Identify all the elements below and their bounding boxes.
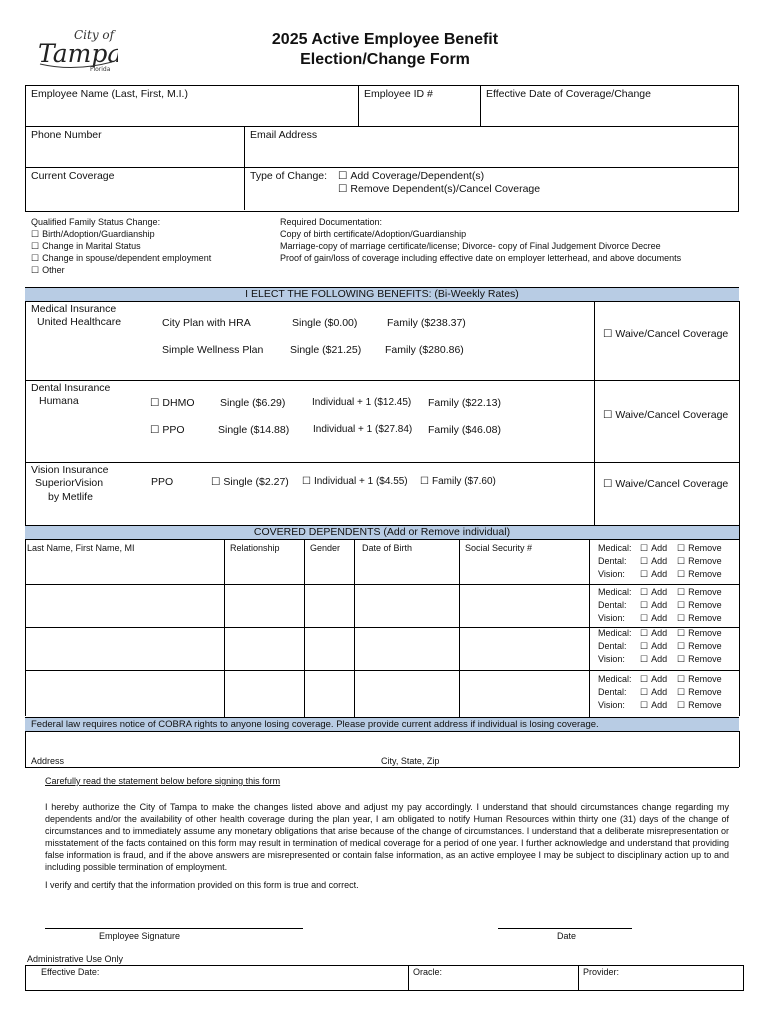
- dependents-col-dob: Date of Birth: [362, 543, 413, 553]
- dep2-medical-add[interactable]: ☐ Add: [640, 587, 667, 598]
- required-doc-2: Marriage-copy of marriage certificate/license; Divorce- copy of Final Judgement Divorce Decree: [280, 241, 661, 251]
- authorization-statement: I hereby authorize the City of Tampa to make the changes listed above and adjust my pay accordingly. I understand that should circumstances change regarding my dependents and/or the availability of other health coverage during the plan year, I am obligated to notify Human Resources within thirty one (31) days of the change of circumstances and to immediately assume any monetary obligations that arise because of the change of circumstances. I understand that a deliberate misrepresentation or misstatement of the facts contained on this form may result in termination of medical coverage for a period of one year. I further acknowledge and understand that providing false information is fraud, and if the above answers are misrepresented or contain false information, as an active employee I may be subject to disciplinary action up to and including possible termination of employment.: [45, 802, 729, 872]
- dep3-dental-label: Dental:: [598, 641, 627, 651]
- employee-signature-field[interactable]: Employee Signature: [99, 931, 181, 941]
- medical-plan2: Simple Wellness Plan: [162, 344, 264, 356]
- logo-line2: Tampa: [38, 39, 118, 68]
- dep3-medical-remove[interactable]: ☐ Remove: [677, 628, 722, 639]
- vision-by: by Metlife: [48, 491, 93, 503]
- dep3-vision-add[interactable]: ☐ Add: [640, 654, 667, 665]
- dental-dhmo-checkbox[interactable]: ☐ DHMO: [150, 397, 195, 409]
- dependents-bar: COVERED DEPENDENTS (Add or Remove individual): [25, 525, 739, 540]
- dep2-dental-remove[interactable]: ☐ Remove: [677, 600, 722, 611]
- admin-effective-date-field[interactable]: Effective Date:: [41, 967, 100, 977]
- address-field[interactable]: Address: [31, 756, 65, 766]
- admin-use-title: Administrative Use Only: [27, 954, 124, 964]
- vision-title: Vision Insurance: [31, 464, 109, 476]
- dep4-dental-add[interactable]: ☐ Add: [640, 687, 667, 698]
- vision-plan: PPO: [151, 476, 174, 488]
- admin-provider-field[interactable]: Provider:: [583, 967, 620, 977]
- employee-name-field[interactable]: Employee Name (Last, First, M.I.): [31, 88, 188, 100]
- dep4-vision-label: Vision:: [598, 700, 625, 710]
- dep4-medical-label: Medical:: [598, 674, 632, 684]
- dental-waive-checkbox[interactable]: ☐ Waive/Cancel Coverage: [603, 409, 728, 421]
- dep1-vision-label: Vision:: [598, 569, 625, 579]
- dental-dhmo-individual[interactable]: Individual + 1 ($12.45): [312, 397, 412, 408]
- dep1-vision-remove[interactable]: ☐ Remove: [677, 569, 722, 580]
- logo-line3: Florida: [90, 66, 111, 73]
- employee-id-field[interactable]: Employee ID #: [364, 88, 433, 100]
- dep1-dental-add[interactable]: ☐ Add: [640, 556, 667, 567]
- medical-plan2-single[interactable]: Single ($21.25): [290, 344, 362, 356]
- city-of-tampa-logo: [34, 26, 118, 74]
- dep3-medical-add[interactable]: ☐ Add: [640, 628, 667, 639]
- qualified-title: Qualified Family Status Change:: [31, 217, 161, 227]
- dental-ppo-family[interactable]: Family ($46.08): [428, 424, 501, 436]
- medical-plan2-family[interactable]: Family ($280.86): [385, 344, 464, 356]
- dep4-vision-remove[interactable]: ☐ Remove: [677, 700, 722, 711]
- dep3-vision-remove[interactable]: ☐ Remove: [677, 654, 722, 665]
- dep3-dental-remove[interactable]: ☐ Remove: [677, 641, 722, 652]
- dep4-medical-remove[interactable]: ☐ Remove: [677, 674, 722, 685]
- dep4-dental-remove[interactable]: ☐ Remove: [677, 687, 722, 698]
- medical-plan1-single[interactable]: Single ($0.00): [292, 317, 358, 329]
- current-coverage-field[interactable]: Current Coverage: [31, 170, 115, 182]
- dependents-col-relationship: Relationship: [230, 543, 280, 553]
- email-address-field[interactable]: Email Address: [250, 129, 318, 141]
- dental-carrier: Humana: [39, 395, 79, 407]
- required-docs-title: Required Documentation:: [280, 217, 383, 227]
- medical-plan1: City Plan with HRA: [162, 317, 251, 329]
- dep2-dental-label: Dental:: [598, 600, 627, 610]
- benefits-bar: I ELECT THE FOLLOWING BENEFITS: (Bi-Weekly Rates): [25, 287, 739, 302]
- dental-title: Dental Insurance: [31, 382, 111, 394]
- type-of-change-label: Type of Change:: [250, 170, 328, 182]
- dep2-vision-label: Vision:: [598, 613, 625, 623]
- dental-ppo-single[interactable]: Single ($14.88): [218, 424, 290, 436]
- effective-date-field[interactable]: Effective Date of Coverage/Change: [486, 88, 651, 100]
- qualified-other-checkbox[interactable]: ☐ Other: [31, 265, 65, 276]
- dep1-vision-add[interactable]: ☐ Add: [640, 569, 667, 580]
- qualified-birth-checkbox[interactable]: ☐ Birth/Adoption/Guardianship: [31, 229, 155, 240]
- dependents-col-gender: Gender: [310, 543, 341, 553]
- qualified-employment-checkbox[interactable]: ☐ Change in spouse/dependent employment: [31, 253, 211, 264]
- admin-use-box: [25, 965, 744, 991]
- dependents-col-ssn: Social Security #: [465, 543, 533, 553]
- form-title-line1: 2025 Active Employee Benefit: [271, 31, 499, 48]
- medical-waive-checkbox[interactable]: ☐ Waive/Cancel Coverage: [603, 328, 728, 340]
- dental-dhmo-family[interactable]: Family ($22.13): [428, 397, 501, 409]
- dep2-vision-remove[interactable]: ☐ Remove: [677, 613, 722, 624]
- add-coverage-checkbox[interactable]: ☐ Add Coverage/Dependent(s): [338, 170, 484, 182]
- dental-dhmo-single[interactable]: Single ($6.29): [220, 397, 286, 409]
- city-state-zip-field[interactable]: City, State, Zip: [381, 756, 440, 766]
- form-title-line2: Election/Change Form: [300, 51, 470, 68]
- vision-individual-checkbox[interactable]: ☐ Individual + 1 ($4.55): [302, 476, 408, 487]
- medical-plan1-family[interactable]: Family ($238.37): [387, 317, 466, 329]
- dep1-dental-remove[interactable]: ☐ Remove: [677, 556, 722, 567]
- dep4-vision-add[interactable]: ☐ Add: [640, 700, 667, 711]
- date-field[interactable]: Date: [557, 931, 577, 941]
- dep3-vision-label: Vision:: [598, 654, 625, 664]
- dependents-col-name: Last Name, First Name, MI: [27, 543, 135, 553]
- cobra-notice-bar: Federal law requires notice of COBRA rights to anyone losing coverage. Please provide current address if individual is losing coverage.: [25, 717, 739, 732]
- required-doc-1: Copy of birth certificate/Adoption/Guardianship: [280, 229, 467, 239]
- remove-dependent-checkbox[interactable]: ☐ Remove Dependent(s)/Cancel Coverage: [338, 183, 540, 195]
- required-doc-3: Proof of gain/loss of coverage including effective date on employer letterhead, and above documents: [280, 253, 682, 263]
- medical-title: Medical Insurance: [31, 303, 117, 315]
- dep1-medical-label: Medical:: [598, 543, 632, 553]
- dep2-dental-add[interactable]: ☐ Add: [640, 600, 667, 611]
- vision-family-checkbox[interactable]: ☐ Family ($7.60): [420, 476, 496, 487]
- vision-carrier: SuperiorVision: [35, 477, 104, 489]
- logo-line1: City of: [74, 28, 115, 42]
- dental-ppo-checkbox[interactable]: ☐ PPO: [150, 424, 185, 436]
- dep1-dental-label: Dental:: [598, 556, 627, 566]
- dep2-medical-label: Medical:: [598, 587, 632, 597]
- dep2-medical-remove[interactable]: ☐ Remove: [677, 587, 722, 598]
- dental-ppo-individual[interactable]: Individual + 1 ($27.84): [313, 424, 413, 435]
- admin-oracle-field[interactable]: Oracle:: [413, 967, 443, 977]
- dep3-medical-label: Medical:: [598, 628, 632, 638]
- qualified-marital-checkbox[interactable]: ☐ Change in Marital Status: [31, 241, 141, 252]
- medical-carrier: United Healthcare: [37, 316, 122, 328]
- dep4-dental-label: Dental:: [598, 687, 627, 697]
- phone-number-field[interactable]: Phone Number: [31, 129, 102, 141]
- vision-single-checkbox[interactable]: ☐ Single ($2.27): [211, 476, 289, 488]
- certify-statement: I verify and certify that the information provided on this form is true and correct.: [45, 880, 359, 890]
- vision-waive-checkbox[interactable]: ☐ Waive/Cancel Coverage: [603, 478, 728, 490]
- careful-read-note: Carefully read the statement below before signing this form: [45, 776, 281, 786]
- dep1-medical-remove[interactable]: ☐ Remove: [677, 543, 722, 554]
- dep2-vision-add[interactable]: ☐ Add: [640, 613, 667, 624]
- dep1-medical-add[interactable]: ☐ Add: [640, 543, 667, 554]
- dep4-medical-add[interactable]: ☐ Add: [640, 674, 667, 685]
- dep3-dental-add[interactable]: ☐ Add: [640, 641, 667, 652]
